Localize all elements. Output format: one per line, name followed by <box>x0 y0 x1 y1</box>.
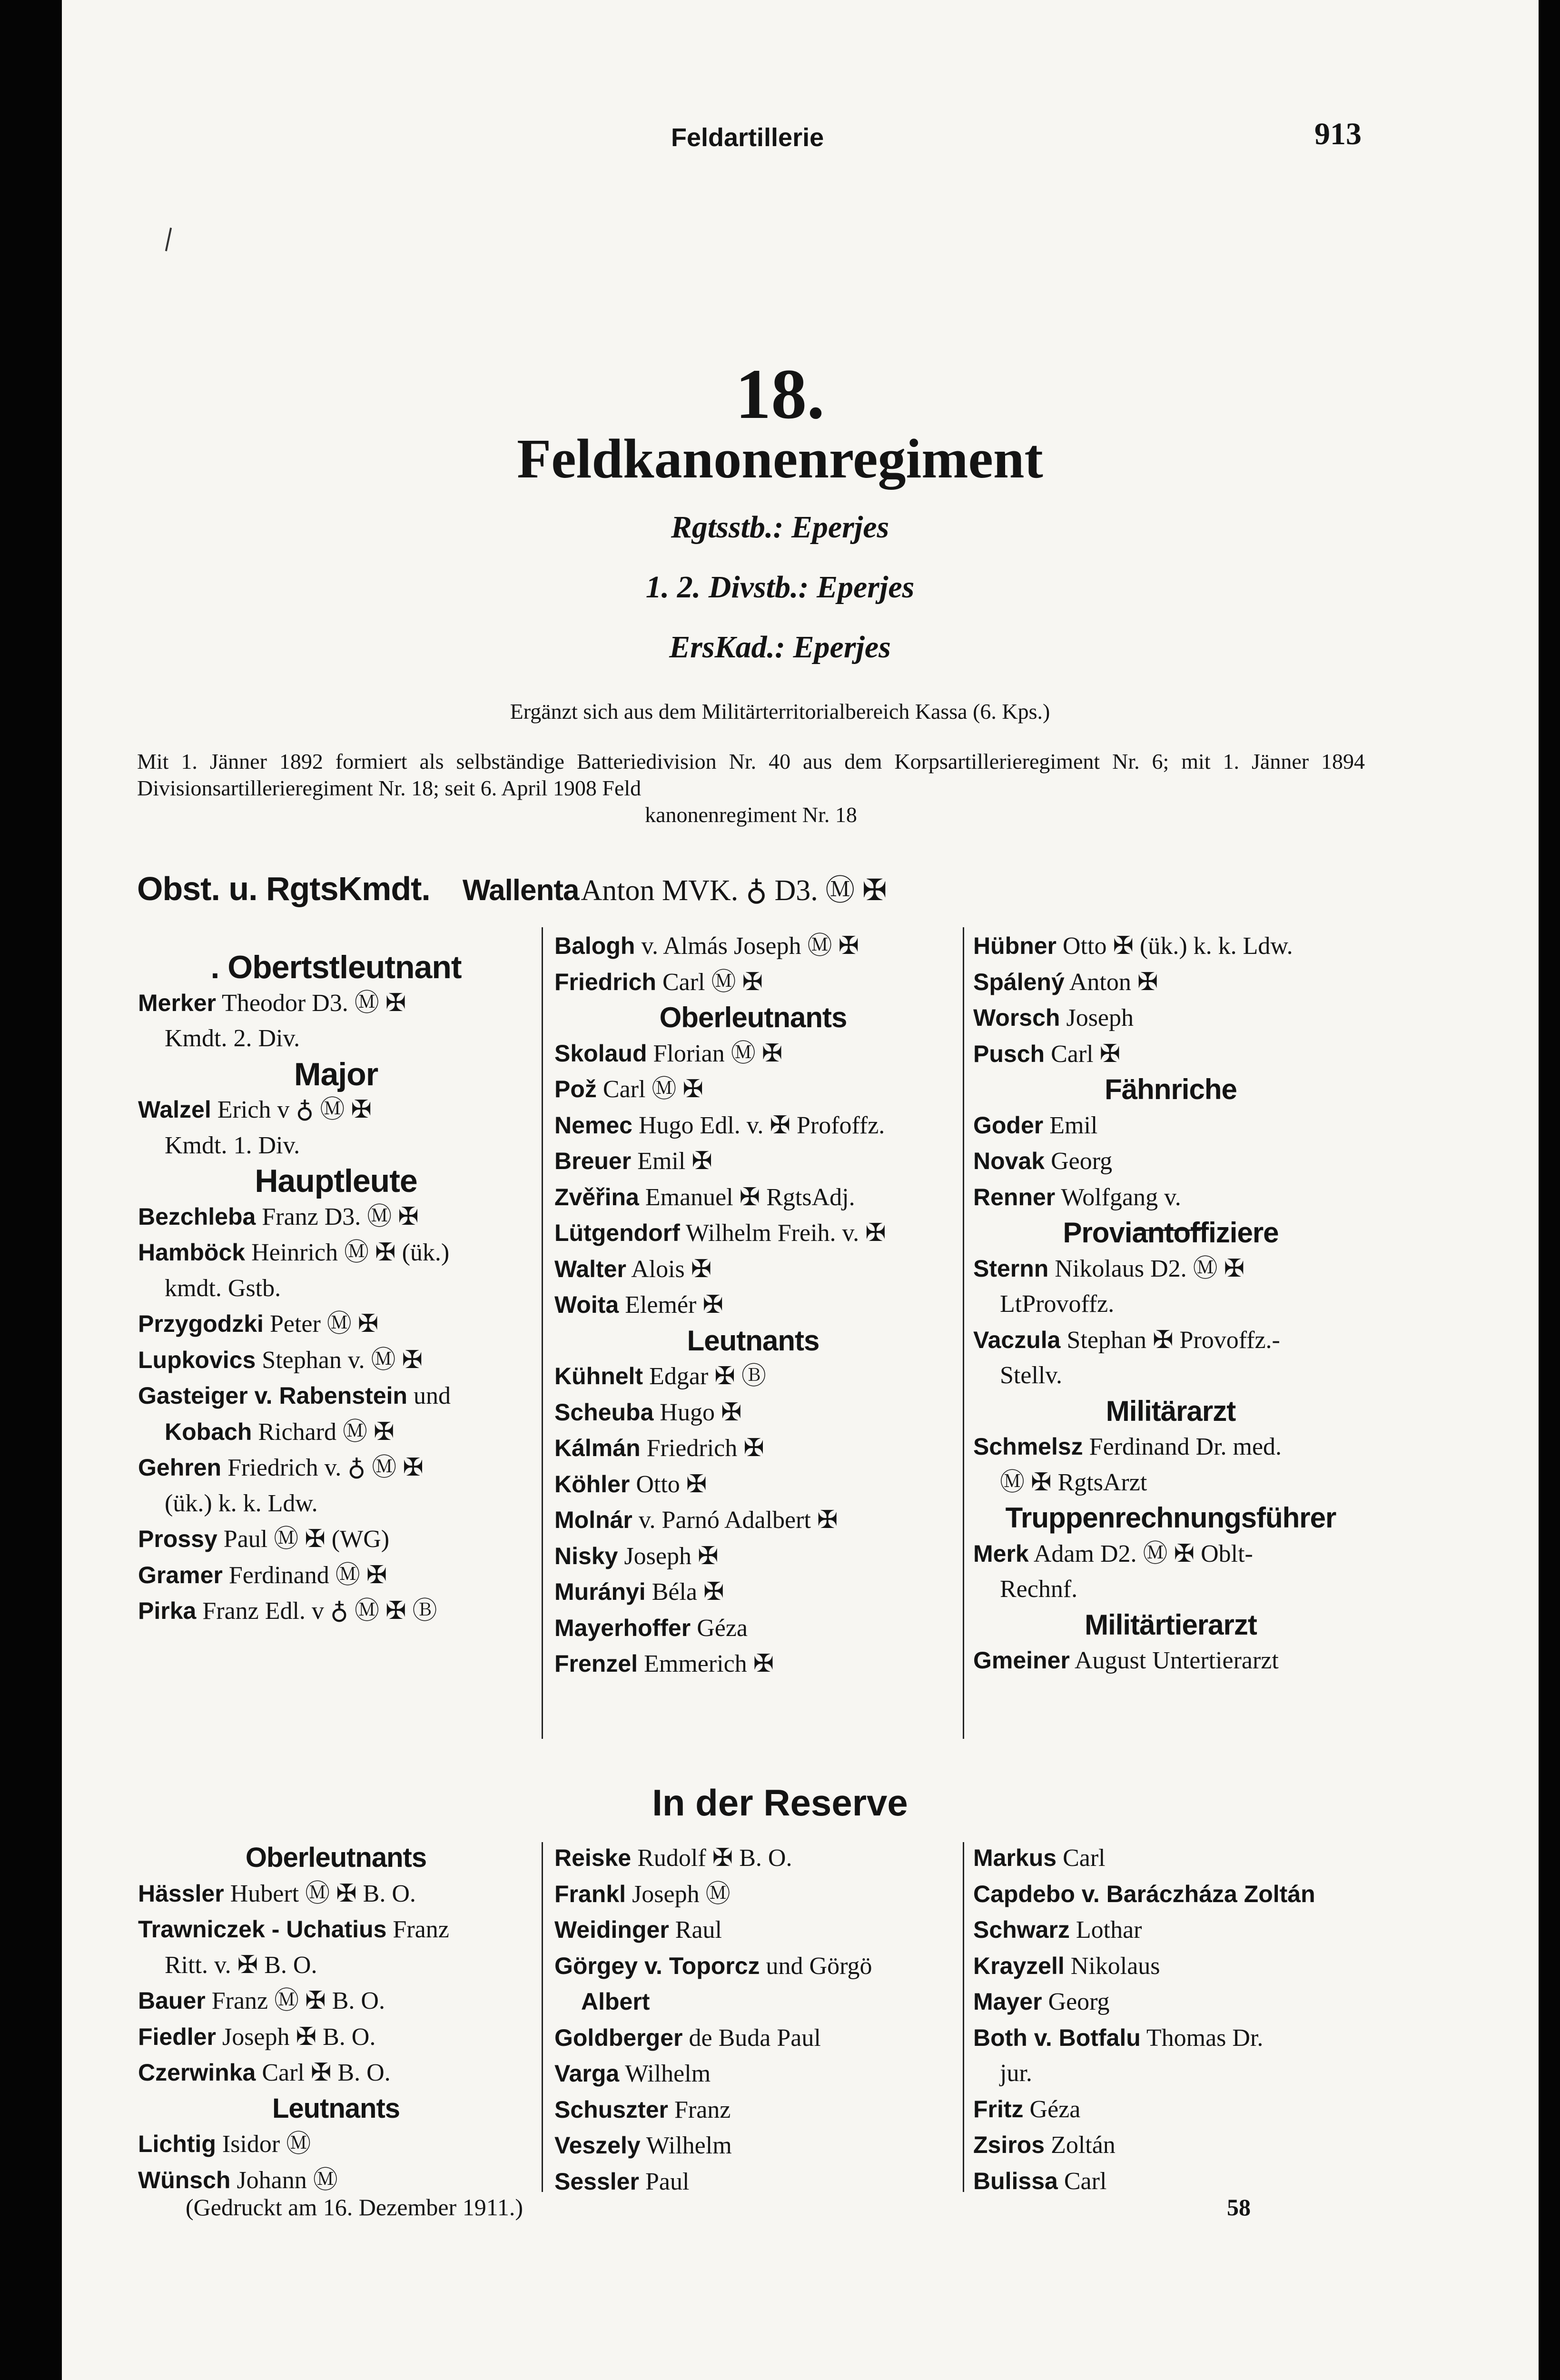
officer-details: Franz Edl. v ♁ Ⓜ ✠ Ⓑ <box>196 1597 437 1625</box>
entry-continuation <box>973 1572 1368 1607</box>
officer-entry <box>554 1467 952 1503</box>
section-heading: Militärtierarzt <box>1085 1608 1257 1641</box>
officer-details: Lothar <box>1069 1916 1142 1944</box>
officer-surname: Murányi <box>554 1578 646 1605</box>
print-date: (Gedruckt am 16. Dezember 1911.) <box>186 2194 523 2221</box>
officer-entry <box>138 1557 534 1594</box>
officer-entry <box>554 2020 952 2056</box>
officer-column-3 <box>973 928 1368 1679</box>
station-division-staff: 1. 2. Divstb.: Eperjes <box>645 570 915 605</box>
officer-details: Georg <box>1045 1148 1113 1175</box>
officer-entry <box>973 1840 1368 1876</box>
officer-column-1 <box>138 950 534 1629</box>
officer-entry <box>554 1180 952 1216</box>
officer-details: Franz <box>386 1916 449 1943</box>
commander-name: Wallenta <box>462 874 579 907</box>
officer-surname: Albert <box>581 1988 650 2015</box>
officer-entry <box>138 1876 534 1912</box>
officer-entry <box>973 1643 1368 1679</box>
officer-details: Otto ✠ (ük.) k. k. Ldw. <box>1056 932 1293 960</box>
officer-details: Joseph <box>1060 1004 1134 1031</box>
officer-surname: Varga <box>554 2060 620 2087</box>
officer-details: Alois ✠ <box>626 1255 712 1283</box>
officer-surname: Przygodzki <box>138 1310 264 1337</box>
column-rule <box>542 1842 543 2192</box>
officer-details: Carl ✠ B. O. <box>256 2059 391 2086</box>
officer-surname: Wünsch <box>138 2166 231 2193</box>
officer-details: Florian Ⓜ ✠ <box>647 1040 783 1067</box>
entry-continuation <box>138 1128 534 1164</box>
officer-surname: Czerwinka <box>138 2059 256 2086</box>
officer-entry <box>554 1071 952 1108</box>
officer-surname: Gramer <box>138 1561 223 1588</box>
officer-surname: Markus <box>973 1844 1057 1871</box>
officer-entry <box>554 2056 952 2092</box>
officer-surname: Pož <box>554 1076 597 1102</box>
officer-entry <box>554 2164 952 2200</box>
officer-surname: Pirka <box>138 1597 197 1624</box>
officer-surname: Both v. Botfalu <box>973 2024 1141 2051</box>
officer-surname: Frankl <box>554 1880 626 1907</box>
officer-surname: Zsiros <box>973 2132 1045 2158</box>
section-heading: Fähnriche <box>1105 1073 1237 1105</box>
officer-entry <box>138 985 534 1021</box>
officer-entry <box>554 1538 952 1575</box>
officer-details: Edgar ✠ Ⓑ <box>643 1363 766 1390</box>
column-rule <box>963 927 964 1739</box>
officer-entry <box>973 1251 1368 1287</box>
officer-surname: Lütgendorf <box>554 1220 680 1246</box>
officer-details: (ük.) k. k. Ldw. <box>165 1489 318 1517</box>
officer-surname: Bauer <box>138 1987 206 2014</box>
officer-surname: Molnár <box>554 1507 632 1533</box>
officer-entry <box>138 2126 534 2162</box>
officer-details: Isidor Ⓜ <box>216 2131 311 2158</box>
officer-details: Johann Ⓜ <box>230 2166 338 2194</box>
section-heading: . Obertstleutnant <box>210 949 462 985</box>
officer-surname: Görgey v. Toporcz <box>554 1952 760 1979</box>
officer-details: Otto ✠ <box>630 1470 707 1498</box>
officer-entry <box>138 2162 534 2199</box>
officer-entry <box>138 1199 534 1235</box>
officer-entry <box>973 1876 1368 1913</box>
history-text: Mit 1. Jänner 1892 formiert als selbständige Batteriedivision Nr. 40 aus dem Korpsartillerieregiment Nr. 6; mit 1. Jänner 1894 Divisionsartillerieregiment Nr. 18; seit 6. April 1908 Feld <box>137 749 1365 800</box>
officer-surname: Spálený <box>973 968 1065 995</box>
officer-details: Thomas Dr. <box>1140 2024 1264 2052</box>
officer-entry <box>973 1948 1368 1984</box>
section-heading: Militärarzt <box>1106 1395 1236 1427</box>
officer-surname: Mayer <box>973 1988 1042 2015</box>
history-text-last: kanonenregiment Nr. 18 <box>645 803 857 827</box>
officer-details: Stephan v. Ⓜ ✠ <box>256 1346 423 1374</box>
entry-continuation <box>138 1271 534 1307</box>
officer-surname: Sessler <box>554 2168 639 2195</box>
officer-entry <box>973 1000 1368 1036</box>
officer-surname: Köhler <box>554 1470 630 1497</box>
officer-surname: Mayerhoffer <box>554 1614 691 1641</box>
officer-surname: Lichtig <box>138 2131 216 2157</box>
reserve-column-1 <box>138 1840 534 2198</box>
officer-details: Stellv. <box>1000 1362 1062 1389</box>
officer-surname: Pusch <box>973 1040 1045 1067</box>
column-rule <box>542 927 543 1739</box>
officer-details: Géza <box>1023 2095 1081 2123</box>
officer-surname: Novak <box>973 1148 1045 1174</box>
officer-column-2 <box>554 928 952 1682</box>
section-heading: Truppenrechnungsführer <box>1005 1502 1336 1534</box>
officer-entry <box>138 1521 534 1557</box>
officer-entry <box>554 1108 952 1144</box>
officer-entry <box>138 1235 534 1271</box>
officer-surname: Nemec <box>554 1111 632 1139</box>
commander-line <box>137 866 887 909</box>
officer-details: Emil ✠ <box>631 1148 712 1175</box>
officer-entry <box>973 928 1368 964</box>
officer-entry <box>554 1287 952 1323</box>
officer-entry <box>973 1108 1368 1144</box>
regiment-history <box>137 748 1365 828</box>
officer-details: Ferdinand Ⓜ ✠ <box>222 1561 387 1589</box>
officer-surname: Vaczula <box>973 1326 1061 1353</box>
officer-details: Wolfgang v. <box>1055 1183 1181 1211</box>
officer-details: Adam D2. Ⓜ ✠ Oblt- <box>1028 1540 1253 1567</box>
officer-entry <box>554 1430 952 1467</box>
officer-details: Georg <box>1042 1988 1110 2015</box>
officer-details: Carl Ⓜ ✠ <box>596 1076 704 1103</box>
officer-surname: Friedrich <box>554 968 656 995</box>
officer-entry <box>973 1912 1368 1948</box>
entry-continuation <box>973 1287 1368 1322</box>
officer-details: Hugo ✠ <box>653 1398 742 1426</box>
officer-surname: Woita <box>554 1291 619 1318</box>
officer-surname: Reiske <box>554 1844 632 1871</box>
officer-surname: Capdebo v. Baráczháza Zoltán <box>973 1880 1315 1907</box>
scan-mark <box>165 228 172 251</box>
officer-details: Carl <box>1056 1844 1106 1872</box>
sheet-number: 58 <box>1227 2194 1251 2221</box>
officer-details: Erich v ♁ Ⓜ ✠ <box>211 1096 372 1123</box>
officer-entry <box>138 2019 534 2055</box>
officer-surname: Lupkovics <box>138 1346 256 1373</box>
officer-surname: Kobach <box>165 1418 252 1445</box>
section-heading: Oberleutnants <box>245 1842 427 1873</box>
section-heading: Proviantoffiziere <box>1063 1217 1279 1249</box>
station-replacement-cadre: ErsKad.: Eperjes <box>669 630 891 664</box>
officer-details: Ⓜ ✠ RgtsArzt <box>1000 1468 1147 1496</box>
officer-details: Emmerich ✠ <box>638 1650 774 1677</box>
officer-entry <box>554 1876 952 1913</box>
officer-surname: Hässler <box>138 1880 224 1907</box>
officer-details: und Görgö <box>760 1952 872 1980</box>
officer-details: Friedrich v. ♁ Ⓜ ✠ <box>221 1454 424 1481</box>
officer-entry <box>973 1536 1368 1572</box>
officer-entry <box>554 1036 952 1072</box>
officer-details: Franz <box>668 2096 731 2123</box>
officer-details: Hugo Edl. v. ✠ Profoffz. <box>632 1111 885 1139</box>
section-heading: Leutnants <box>272 2092 400 2124</box>
officer-entry <box>554 1840 952 1876</box>
officer-surname: Gmeiner <box>973 1647 1070 1674</box>
officer-details: Joseph Ⓜ <box>626 1880 731 1908</box>
officer-surname: Schmelsz <box>973 1433 1083 1460</box>
officer-details: Zoltán <box>1045 2132 1116 2159</box>
officer-entry <box>138 1593 534 1629</box>
officer-details: Paul Ⓜ ✠ (WG) <box>217 1526 390 1553</box>
officer-details: Franz D3. Ⓜ ✠ <box>256 1203 419 1230</box>
officer-details: und <box>407 1382 451 1409</box>
officer-details: Kmdt. 1. Div. <box>165 1131 300 1159</box>
officer-surname: Balogh <box>554 932 635 959</box>
section-heading: Leutnants <box>687 1324 819 1357</box>
column-rule <box>963 1842 964 2192</box>
officer-entry <box>554 1395 952 1431</box>
entry-continuation <box>973 1358 1368 1394</box>
officer-entry <box>554 1610 952 1646</box>
officer-entry <box>554 1215 952 1251</box>
section-heading: Oberleutnants <box>659 1002 847 1033</box>
officer-surname: Trawniczek - Uchatius <box>138 1916 387 1943</box>
officer-surname: Merker <box>138 989 216 1016</box>
officer-details: LtProvoffz. <box>1000 1290 1115 1318</box>
officer-entry <box>973 1180 1368 1216</box>
officer-details: Franz Ⓜ ✠ B. O. <box>205 1987 385 2014</box>
officer-entry <box>554 1502 952 1538</box>
officer-surname: Weidinger <box>554 1916 669 1943</box>
officer-entry <box>554 1646 952 1682</box>
officer-details: Theodor D3. Ⓜ ✠ <box>216 989 406 1017</box>
officer-details: Géza <box>691 1614 748 1642</box>
officer-surname: Walter <box>554 1255 626 1282</box>
officer-surname: Scheuba <box>554 1398 654 1426</box>
officer-entry <box>973 1322 1368 1359</box>
reserve-column-2 <box>554 1840 952 2200</box>
officer-surname: Bezchleba <box>138 1203 256 1230</box>
entry-continuation <box>554 1984 952 2020</box>
officer-details: Béla ✠ <box>645 1578 724 1606</box>
officer-details: Rudolf ✠ B. O. <box>631 1844 792 1872</box>
officer-entry <box>138 1306 534 1342</box>
officer-surname: Prossy <box>138 1526 217 1552</box>
officer-entry <box>554 1143 952 1180</box>
officer-entry <box>973 2163 1368 2200</box>
officer-surname: Fritz <box>973 2095 1024 2122</box>
entry-continuation <box>973 2056 1368 2092</box>
officer-surname: Hübner <box>973 932 1056 959</box>
officer-entry <box>554 1948 952 1984</box>
section-heading: Major <box>294 1056 378 1092</box>
officer-details: Carl ✠ <box>1045 1040 1121 1068</box>
officer-entry <box>138 1092 534 1128</box>
officer-entry <box>554 1251 952 1288</box>
officer-entry <box>973 964 1368 1001</box>
officer-details: Anton ✠ <box>1064 968 1158 996</box>
officer-surname: Sternn <box>973 1255 1049 1282</box>
officer-details: Carl <box>1057 2167 1107 2195</box>
officer-details: Elemér ✠ <box>619 1291 723 1319</box>
section-heading: Hauptleute <box>255 1163 417 1199</box>
officer-surname: Renner <box>973 1183 1056 1210</box>
entry-continuation <box>138 1414 534 1450</box>
officer-surname: Veszely <box>554 2132 641 2159</box>
officer-entry <box>554 964 952 1001</box>
reserve-column-3 <box>973 1840 1368 2199</box>
officer-surname: Krayzell <box>973 1952 1065 1979</box>
officer-entry <box>138 1450 534 1486</box>
running-header: Feldartillerie <box>671 123 824 152</box>
officer-details: Ritt. v. ✠ B. O. <box>165 1951 317 1979</box>
officer-details: Heinrich Ⓜ ✠ (ük.) <box>245 1239 450 1266</box>
officer-surname: Fiedler <box>138 2023 216 2050</box>
officer-details: Nikolaus <box>1064 1952 1160 1980</box>
officer-surname: Schuszter <box>554 2096 668 2123</box>
officer-surname: Goder <box>973 1111 1044 1139</box>
entry-continuation <box>138 1021 534 1057</box>
officer-surname: Hamböck <box>138 1239 246 1266</box>
officer-details: Emil <box>1043 1111 1098 1139</box>
officer-details: Kmdt. 2. Div. <box>165 1025 300 1052</box>
officer-entry <box>554 2092 952 2128</box>
officer-entry <box>973 1036 1368 1072</box>
officer-entry <box>554 928 952 964</box>
officer-details: Friedrich ✠ <box>640 1435 764 1462</box>
officer-surname: Bulissa <box>973 2167 1058 2194</box>
officer-details: v. Almás Joseph Ⓜ ✠ <box>635 932 859 960</box>
officer-details: v. Parnó Adalbert ✠ <box>632 1507 838 1534</box>
officer-details: Nikolaus D2. Ⓜ ✠ <box>1048 1255 1245 1282</box>
officer-details: Wilhelm <box>619 2060 711 2087</box>
regiment-number: 18. <box>735 355 825 434</box>
officer-details: Ferdinand Dr. med. <box>1083 1433 1282 1460</box>
officer-entry <box>973 1984 1368 2020</box>
officer-details: jur. <box>1000 2060 1032 2087</box>
officer-surname: Frenzel <box>554 1650 638 1677</box>
officer-entry <box>973 1143 1368 1180</box>
entry-continuation <box>138 1948 534 1983</box>
officer-entry <box>554 1359 952 1395</box>
officer-details: Joseph ✠ B. O. <box>216 2023 376 2051</box>
officer-surname: Nisky <box>554 1542 618 1569</box>
officer-details: Wilhelm <box>640 2132 732 2159</box>
officer-details: Richard Ⓜ ✠ <box>252 1418 395 1446</box>
officer-entry <box>973 1429 1368 1465</box>
officer-details: August Untertierarzt <box>1069 1647 1279 1674</box>
officer-details: Paul <box>639 2168 690 2195</box>
reserve-heading: In der Reserve <box>652 1782 908 1824</box>
officer-details: de Buda Paul <box>682 2024 821 2052</box>
officer-entry <box>138 2055 534 2091</box>
officer-surname: Breuer <box>554 1148 632 1174</box>
officer-details: Joseph ✠ <box>618 1542 719 1570</box>
commander-title: Obst. u. RgtsKmdt. <box>137 870 430 907</box>
officer-surname: Skolaud <box>554 1040 647 1067</box>
recruitment-note: Ergänzt sich aus dem Militärterritorialbereich Kassa (6. Kps.) <box>510 699 1050 724</box>
officer-entry <box>973 2020 1368 2056</box>
regiment-title: Feldkanonenregiment <box>517 427 1043 490</box>
officer-surname: Merk <box>973 1540 1029 1567</box>
officer-entry <box>973 2092 1368 2128</box>
officer-surname: Walzel <box>138 1096 211 1123</box>
officer-details: kmdt. Gstb. <box>165 1274 281 1302</box>
officer-entry <box>138 1342 534 1378</box>
officer-entry <box>554 1574 952 1610</box>
officer-entry <box>138 1912 534 1948</box>
officer-surname: Goldberger <box>554 2024 683 2051</box>
officer-surname: Gehren <box>138 1454 222 1481</box>
entry-continuation <box>973 1465 1368 1501</box>
officer-details: Wilhelm Freih. v. ✠ <box>680 1220 886 1247</box>
station-regimental-staff: Rgtsstb.: Eperjes <box>671 510 889 545</box>
officer-details: Carl Ⓜ ✠ <box>656 968 763 996</box>
officer-surname: Kálmán <box>554 1435 641 1461</box>
officer-surname: Zvěřina <box>554 1183 639 1210</box>
officer-surname: Worsch <box>973 1004 1060 1031</box>
officer-details: Peter Ⓜ ✠ <box>263 1310 379 1338</box>
commander-details: Anton MVK. ♁ D3. Ⓜ ✠ <box>581 874 887 907</box>
entry-continuation <box>138 1486 534 1522</box>
officer-details: Hubert Ⓜ ✠ B. O. <box>224 1880 416 1907</box>
officer-entry <box>138 1983 534 2019</box>
officer-details: Rechnf. <box>1000 1576 1078 1603</box>
officer-entry <box>973 2127 1368 2163</box>
officer-surname: Kühnelt <box>554 1363 643 1389</box>
officer-surname: Gasteiger v. Rabenstein <box>138 1382 407 1409</box>
officer-surname: Schwarz <box>973 1916 1070 1943</box>
officer-details: Emanuel ✠ RgtsAdj. <box>639 1183 855 1211</box>
officer-details: Stephan ✠ Provoffz.- <box>1060 1326 1280 1354</box>
page-number: 913 <box>1314 117 1362 151</box>
officer-details: Raul <box>669 1916 722 1944</box>
officer-entry <box>138 1378 534 1414</box>
officer-entry <box>554 1912 952 1948</box>
officer-entry <box>554 2128 952 2164</box>
